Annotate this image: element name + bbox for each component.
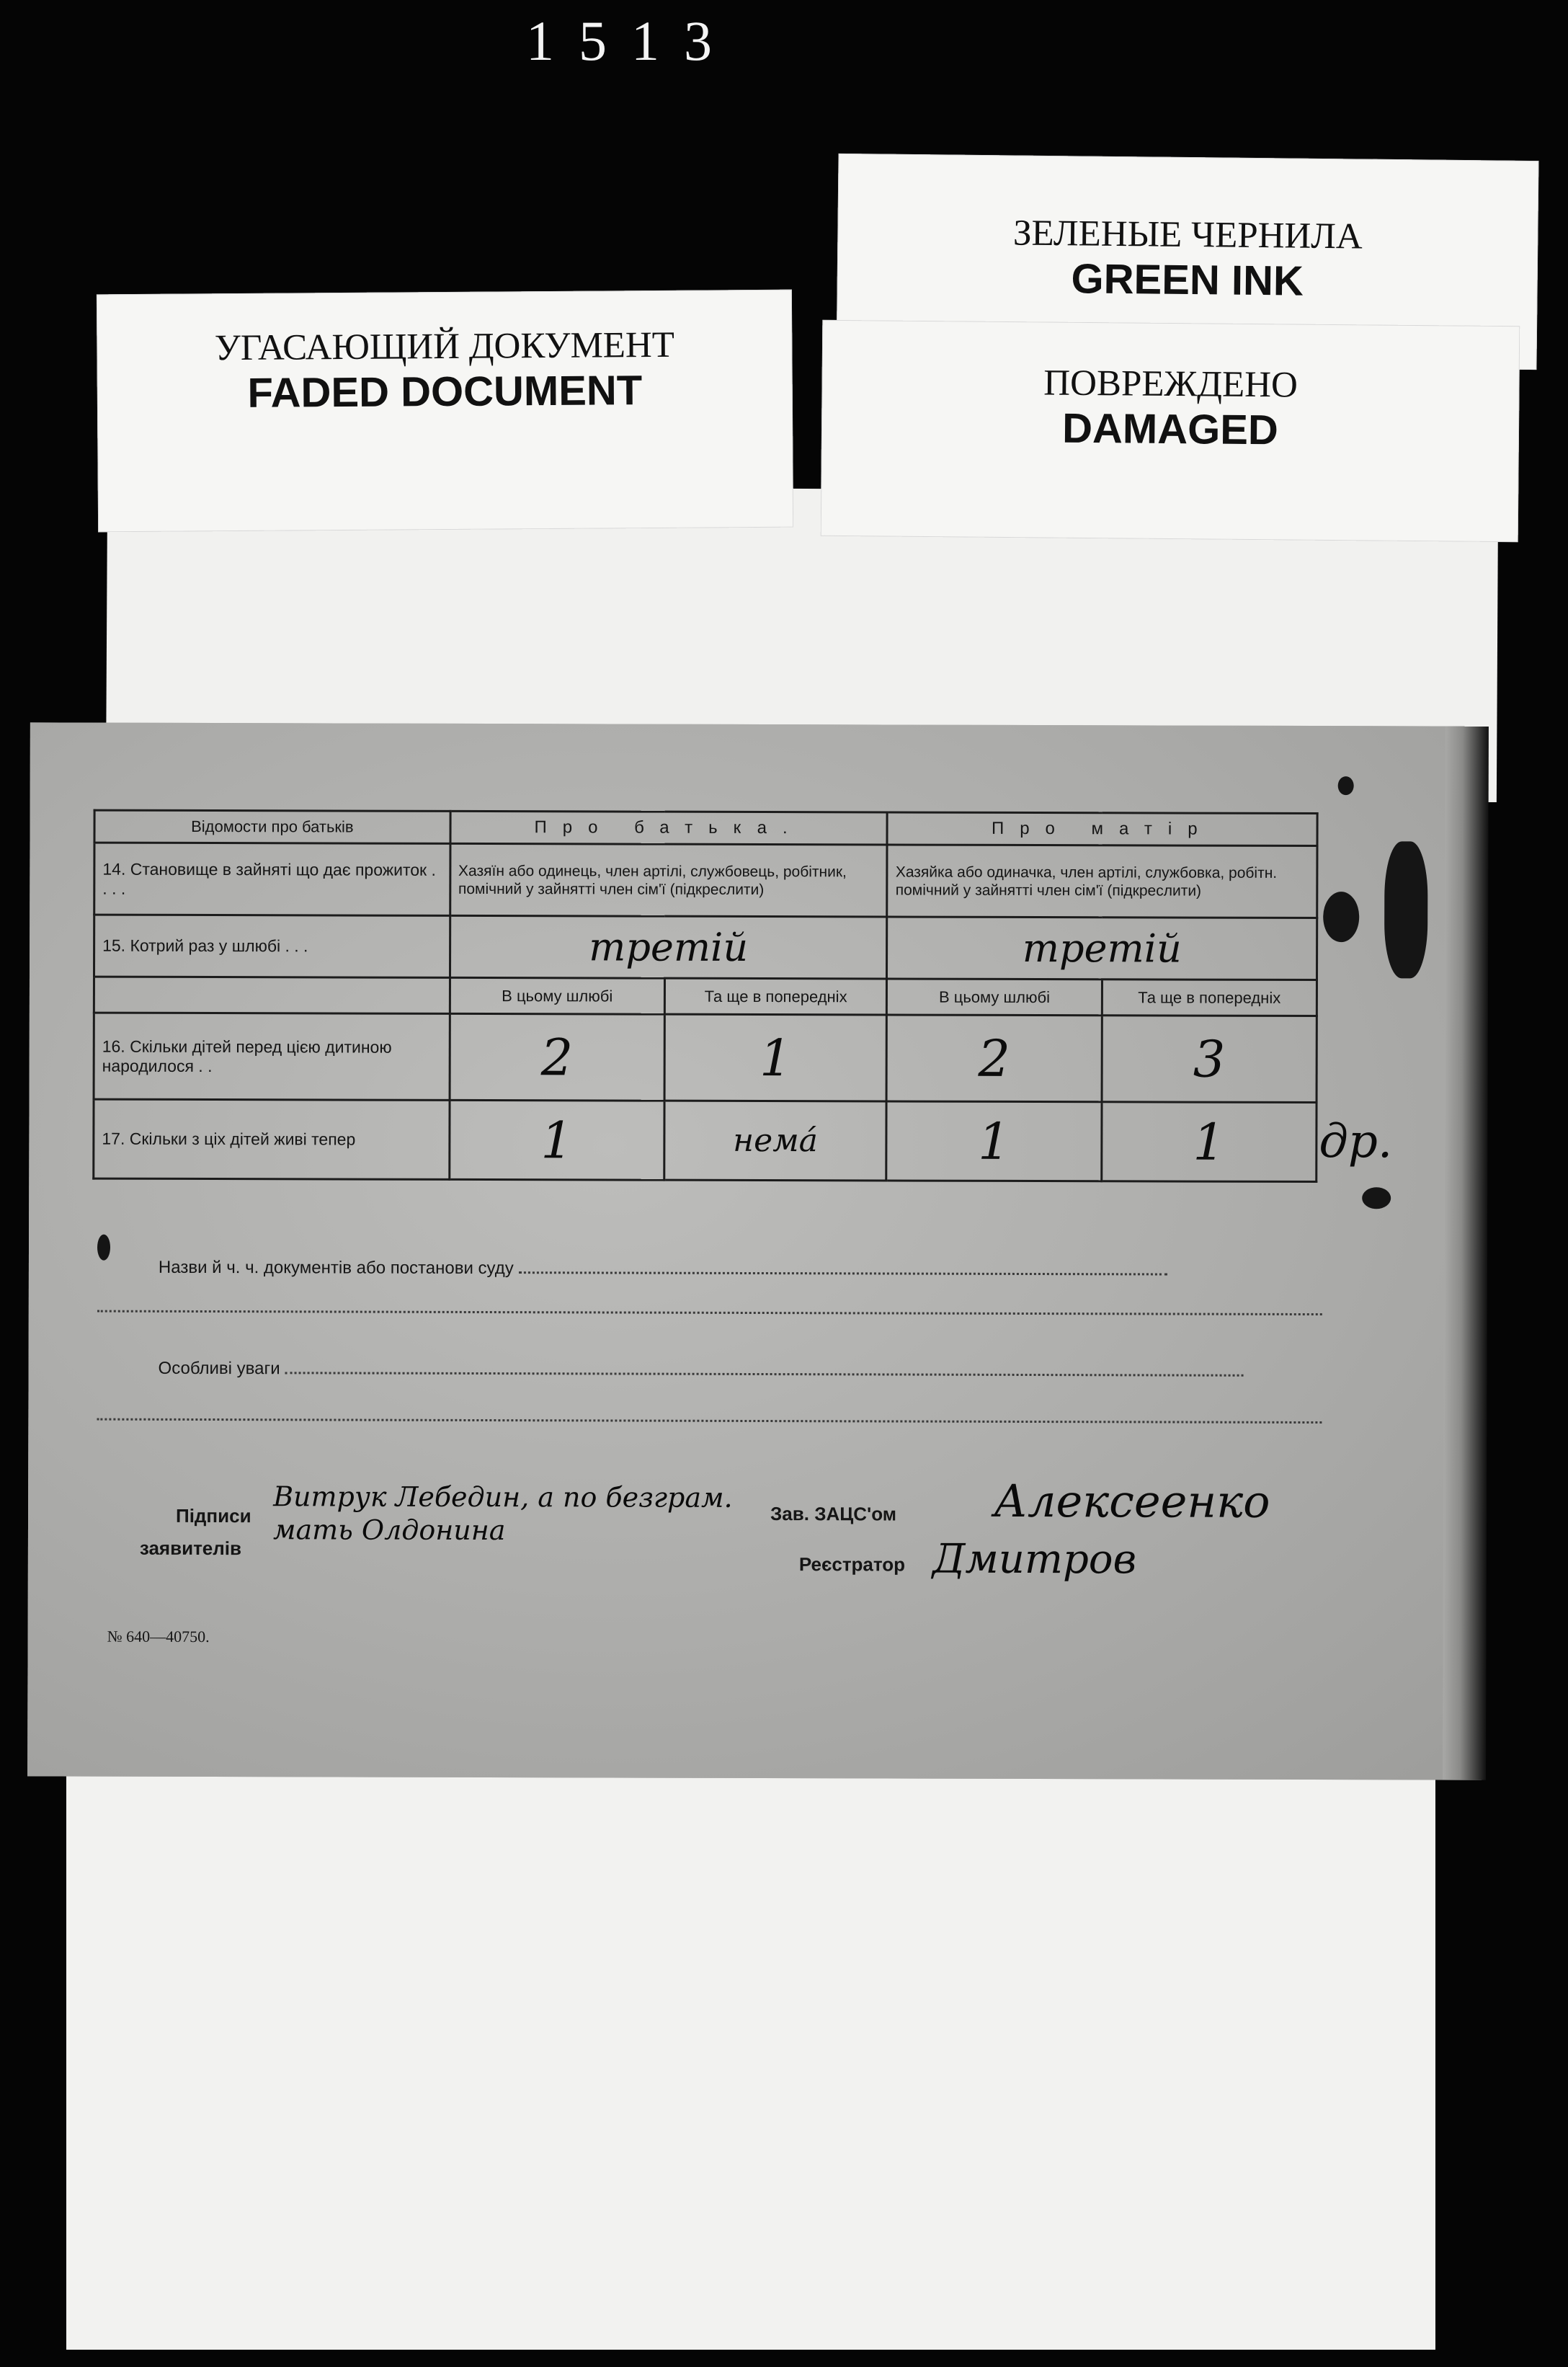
row17-father-this: 1	[449, 1100, 664, 1180]
dotted-line	[285, 1357, 1243, 1376]
row15-father: третій	[450, 915, 887, 979]
remarks-line	[159, 1357, 1319, 1382]
row14-father: Хазяїн або одинець, член артілі, службовець, робітник, помічний у зайнятті член сім'ї (підкреслити)	[450, 843, 887, 917]
margin-note: др.	[1319, 1115, 1393, 1169]
ink-blot	[1323, 892, 1359, 942]
damaged-en: DAMAGED	[1061, 404, 1279, 454]
remarks-label: Особливі уваги	[158, 1358, 280, 1379]
faded-document-card	[97, 290, 793, 533]
dotted-line	[518, 1257, 1167, 1275]
row14-label: 14. Становище в зайняті що дає прожиток . . . .	[94, 843, 450, 915]
green-ink-en: GREEN INK	[1071, 255, 1304, 305]
faded-ru: УГАСАЮЩИЙ ДОКУМЕНТ	[214, 324, 675, 369]
row16-mother-this: 2	[886, 1015, 1102, 1102]
parents-table	[92, 809, 1318, 1183]
ink-blot	[1338, 776, 1354, 795]
header-parents-info: Відомости про батьків	[94, 810, 450, 843]
row14-mother: Хазяйка або одиначка, член артілі, службовка, робітн. помічний у зайнятті член сім'ї (підкреслити)	[887, 845, 1317, 918]
row16-father-this: 2	[450, 1013, 665, 1101]
signatures-label: Підписи	[175, 1504, 251, 1527]
documents-line	[159, 1256, 1319, 1281]
row16-label: 16. Скільки дітей перед цією дитиною народилося . .	[94, 1013, 450, 1100]
row15-label: 15. Котрий раз у шлюбі . . .	[94, 915, 450, 977]
row17-father-prev: немá	[664, 1101, 887, 1181]
father-this-marriage-head: В цьому шлюбі	[450, 977, 664, 1014]
ink-blot	[1362, 1187, 1391, 1209]
row17-label: 17. Скільки з ціх дітей живі тепер	[94, 1099, 450, 1179]
documents-label: Назви й ч. ч. документів або постанови суду	[158, 1257, 514, 1279]
damaged-ru: ПОВРЕЖДЕНО	[1043, 363, 1298, 406]
birth-record-form	[27, 722, 1484, 1780]
subhead-spacer	[94, 977, 450, 1013]
form-number: № 640—40750.	[107, 1627, 210, 1646]
torn-edge	[1443, 727, 1489, 1780]
row16-father-prev: 1	[664, 1014, 887, 1101]
dotted-line	[97, 1310, 1322, 1315]
dotted-line	[97, 1418, 1322, 1424]
head-label: Зав. ЗАЦС'ом	[770, 1503, 897, 1525]
ink-blot	[1384, 841, 1427, 978]
mother-this-marriage-head: В цьому шлюбі	[887, 979, 1102, 1016]
green-ink-ru: ЗЕЛЕНЫЕ ЧЕРНИЛА	[1012, 213, 1363, 257]
father-previous-head: Та ще в попередніх	[664, 978, 887, 1015]
ink-blot	[97, 1235, 110, 1261]
head-signature: Алексеенко	[993, 1474, 1270, 1528]
row16-mother-prev: 3	[1102, 1016, 1317, 1103]
row15-mother: третій	[887, 917, 1317, 980]
applicants-label: заявителів	[139, 1537, 242, 1560]
frame-number: 1513	[526, 9, 736, 72]
row17-mother-this: 1	[886, 1101, 1102, 1181]
mother-previous-head: Та ще в попередніх	[1102, 980, 1317, 1016]
damaged-card	[821, 320, 1520, 542]
registrar-label: Реєстратор	[798, 1553, 906, 1576]
registrar-signature: Дмитров	[932, 1535, 1137, 1584]
faded-en: FADED DOCUMENT	[247, 367, 643, 417]
lower-backing-sheet	[66, 1759, 1435, 2350]
row17-mother-prev: 1	[1101, 1102, 1317, 1182]
header-father: Про батька.	[450, 811, 888, 845]
header-mother: Про матір	[887, 812, 1317, 846]
applicants-signature: Витрук Лебедин, а по безграм. мать Олдонина	[272, 1480, 733, 1547]
